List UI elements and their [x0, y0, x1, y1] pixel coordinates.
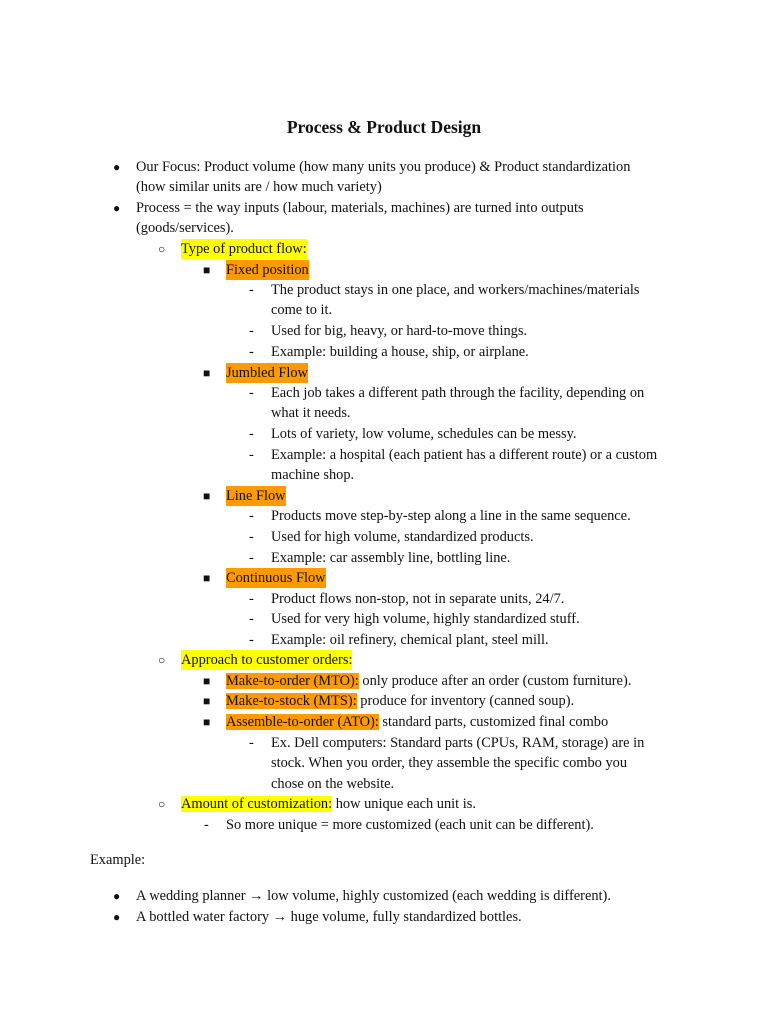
orders-heading: Approach to customer orders: — [181, 652, 353, 668]
line-flow-label: Line Flow — [226, 488, 286, 504]
ato-item-line-1: Ex. Dell computers: Standard parts (CPUs, RAM, storage) are in — [271, 735, 645, 751]
square-bullet: ■ — [203, 715, 211, 729]
jumbled-item-1-line-2: what it needs. — [271, 405, 351, 421]
mts-label: Make-to-stock (MTS): — [226, 693, 357, 709]
customization-label: Amount of customization: — [181, 796, 333, 812]
disc-bullet: ● — [113, 910, 121, 924]
continuous-item-1: Product flows non-stop, not in separate units, 24/7. — [271, 591, 565, 607]
mts-line — [226, 691, 574, 711]
circle-bullet: ○ — [158, 653, 166, 667]
jumbled-item-3-line-2: machine shop. — [271, 467, 355, 483]
dash: - — [249, 735, 254, 751]
line-flow-item-2: Used for high volume, standardized products. — [271, 529, 534, 545]
dash: - — [249, 447, 254, 463]
focus-line-2: (how similar units are / how much variety) — [136, 179, 382, 195]
customization-item: So more unique = more customized (each unit can be different). — [226, 817, 594, 833]
dash: - — [249, 529, 254, 545]
mto-label: Make-to-order (MTO): — [226, 673, 359, 689]
square-bullet: ■ — [203, 694, 211, 708]
ato-label: Assemble-to-order (ATO): — [226, 714, 379, 730]
example-item-2: A bottled water factory → huge volume, fully standardized bottles. — [136, 909, 522, 925]
disc-bullet: ● — [113, 160, 121, 174]
ato-line — [226, 712, 608, 732]
jumbled-item-1-line-1: Each job takes a different path through the facility, depending on — [271, 385, 645, 401]
mto-line — [226, 671, 631, 691]
line-flow-item-1: Products move step-by-step along a line in the same sequence. — [271, 508, 631, 524]
flow-heading: Type of product flow: — [181, 241, 307, 257]
jumbled-flow-label: Jumbled Flow — [226, 365, 308, 381]
mts-text: produce for inventory (canned soup). — [356, 693, 575, 709]
circle-bullet: ○ — [158, 797, 166, 811]
example-heading: Example: — [90, 852, 146, 868]
dash: - — [249, 508, 254, 524]
jumbled-item-3-line-1: Example: a hospital (each patient has a different route) or a custom — [271, 447, 658, 463]
customization-text: how unique each unit is. — [332, 796, 476, 812]
dash: - — [249, 344, 254, 360]
dash: - — [249, 591, 254, 607]
process-line-1: Process = the way inputs (labour, materials, machines) are turned into outputs — [136, 200, 584, 216]
square-bullet: ■ — [203, 489, 211, 503]
line-flow-item-3: Example: car assembly line, bottling line. — [271, 550, 511, 566]
customization-line — [181, 794, 476, 814]
fixed-position-label: Fixed position — [226, 262, 309, 278]
dash: - — [249, 282, 254, 298]
mto-text: only produce after an order (custom furniture). — [358, 673, 632, 689]
ato-item-line-2: stock. When you order, they assemble the specific combo you — [271, 755, 628, 771]
fixed-item-3: Example: building a house, ship, or airplane. — [271, 344, 529, 360]
square-bullet: ■ — [203, 366, 211, 380]
fixed-item-2: Used for big, heavy, or hard-to-move things. — [271, 323, 528, 339]
square-bullet: ■ — [203, 571, 211, 585]
dash: - — [249, 550, 254, 566]
dash: - — [249, 632, 254, 648]
fixed-item-1-line-2: come to it. — [271, 302, 333, 318]
dash: - — [249, 611, 254, 627]
ato-item-line-3: chose on the website. — [271, 776, 395, 792]
dash: - — [204, 817, 209, 833]
dash: - — [249, 426, 254, 442]
continuous-item-2: Used for very high volume, highly standardized stuff. — [271, 611, 580, 627]
continuous-flow-label: Continuous Flow — [226, 570, 326, 586]
disc-bullet: ● — [113, 889, 121, 903]
focus-line-1: Our Focus: Product volume (how many units you produce) & Product standardization — [136, 159, 631, 175]
example-item-1: A wedding planner → low volume, highly customized (each wedding is different). — [136, 888, 611, 904]
process-line-2: (goods/services). — [136, 220, 234, 236]
square-bullet: ■ — [203, 263, 211, 277]
disc-bullet: ● — [113, 201, 121, 215]
jumbled-item-2: Lots of variety, low volume, schedules can be messy. — [271, 426, 577, 442]
dash: - — [249, 323, 254, 339]
page-title: Process & Product Design — [286, 117, 482, 137]
continuous-item-3: Example: oil refinery, chemical plant, steel mill. — [271, 632, 549, 648]
square-bullet: ■ — [203, 674, 211, 688]
circle-bullet: ○ — [158, 242, 166, 256]
dash: - — [249, 385, 254, 401]
fixed-item-1-line-1: The product stays in one place, and workers/machines/materials — [271, 282, 640, 298]
ato-text: standard parts, customized final combo — [378, 714, 609, 730]
